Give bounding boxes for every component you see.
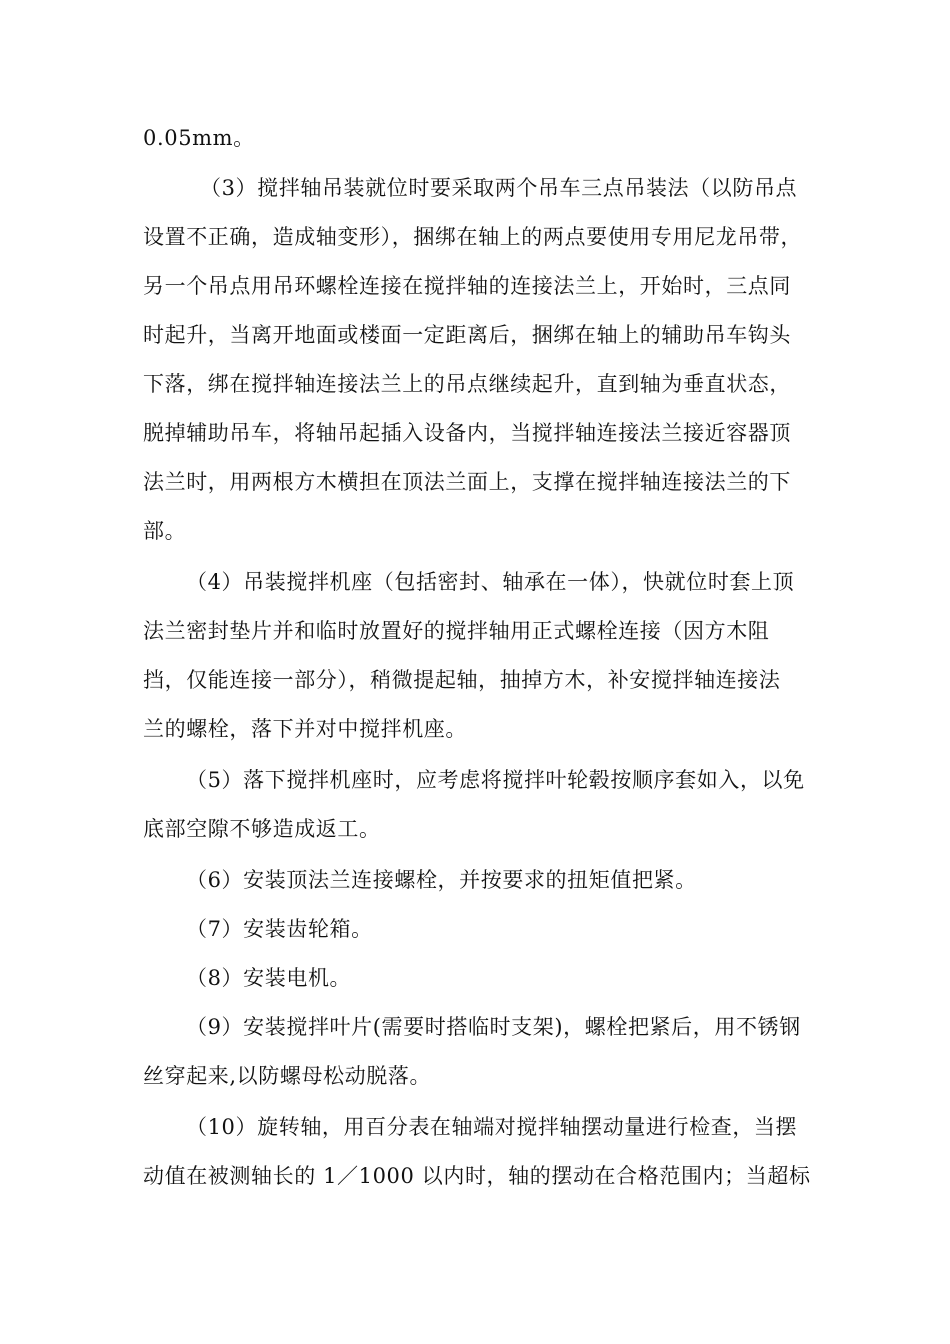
text-line: 兰的螺栓，落下并对中搅拌机座。	[143, 717, 467, 741]
text-line: 另一个吊点用吊环螺栓连接在搅拌轴的连接法兰上，开始时，三点同	[143, 274, 791, 298]
text-line: 法兰密封垫片并和临时放置好的搅拌轴用正式螺栓连接（因方木阻	[143, 619, 770, 643]
text-line: 下落，绑在搅拌轴连接法兰上的吊点继续起升，直到轴为垂直状态，	[143, 372, 791, 396]
text-line: 挡，仅能连接一部分），稍微提起轴，抽掉方木，补安搅拌轴连接法	[143, 668, 781, 692]
paragraph-3-start: （3）搅拌轴吊装就位时要采取两个吊车三点吊装法（以防吊点	[200, 176, 798, 200]
text-line: 法兰时，用两根方木横担在顶法兰面上，支撑在搅拌轴连接法兰的下	[143, 470, 791, 494]
text-line: 脱掉辅助吊车，将轴吊起插入设备内，当搅拌轴连接法兰接近容器顶	[143, 421, 791, 445]
paragraph-6: （6）安装顶法兰连接螺栓，并按要求的扭矩值把紧。	[186, 868, 697, 892]
text-line: 部。	[143, 519, 187, 543]
text-line: 丝穿起来,以防螺母松动脱落。	[143, 1064, 432, 1088]
text-line: 设置不正确，造成轴变形），捆绑在轴上的两点要使用专用尼龙吊带，	[143, 225, 803, 249]
paragraph-9-start: （9）安装搅拌叶片(需要时搭临时支架)，螺栓把紧后，用不锈钢	[186, 1015, 801, 1039]
paragraph-4-start: （4）吊装搅拌机座（包括密封、轴承在一体），快就位时套上顶	[186, 570, 795, 594]
text-line: 时起升，当离开地面或楼面一定距离后，捆绑在轴上的辅助吊车钩头	[143, 323, 791, 347]
text-line: 底部空隙不够造成返工。	[143, 817, 381, 841]
text-line: 0.05mm。	[143, 126, 255, 150]
paragraph-5-start: （5）落下搅拌机座时，应考虑将搅拌叶轮毂按顺序套如入，以免	[186, 768, 805, 792]
paragraph-10-start: （10）旋转轴，用百分表在轴端对搅拌轴摆动量进行检查，当摆	[186, 1115, 798, 1139]
text-line: 动值在被测轴长的 1／1000 以内时，轴的摆动在合格范围内；当超标	[143, 1164, 811, 1188]
paragraph-7: （7）安装齿轮箱。	[186, 917, 373, 941]
paragraph-8: （8）安装电机。	[186, 966, 352, 990]
